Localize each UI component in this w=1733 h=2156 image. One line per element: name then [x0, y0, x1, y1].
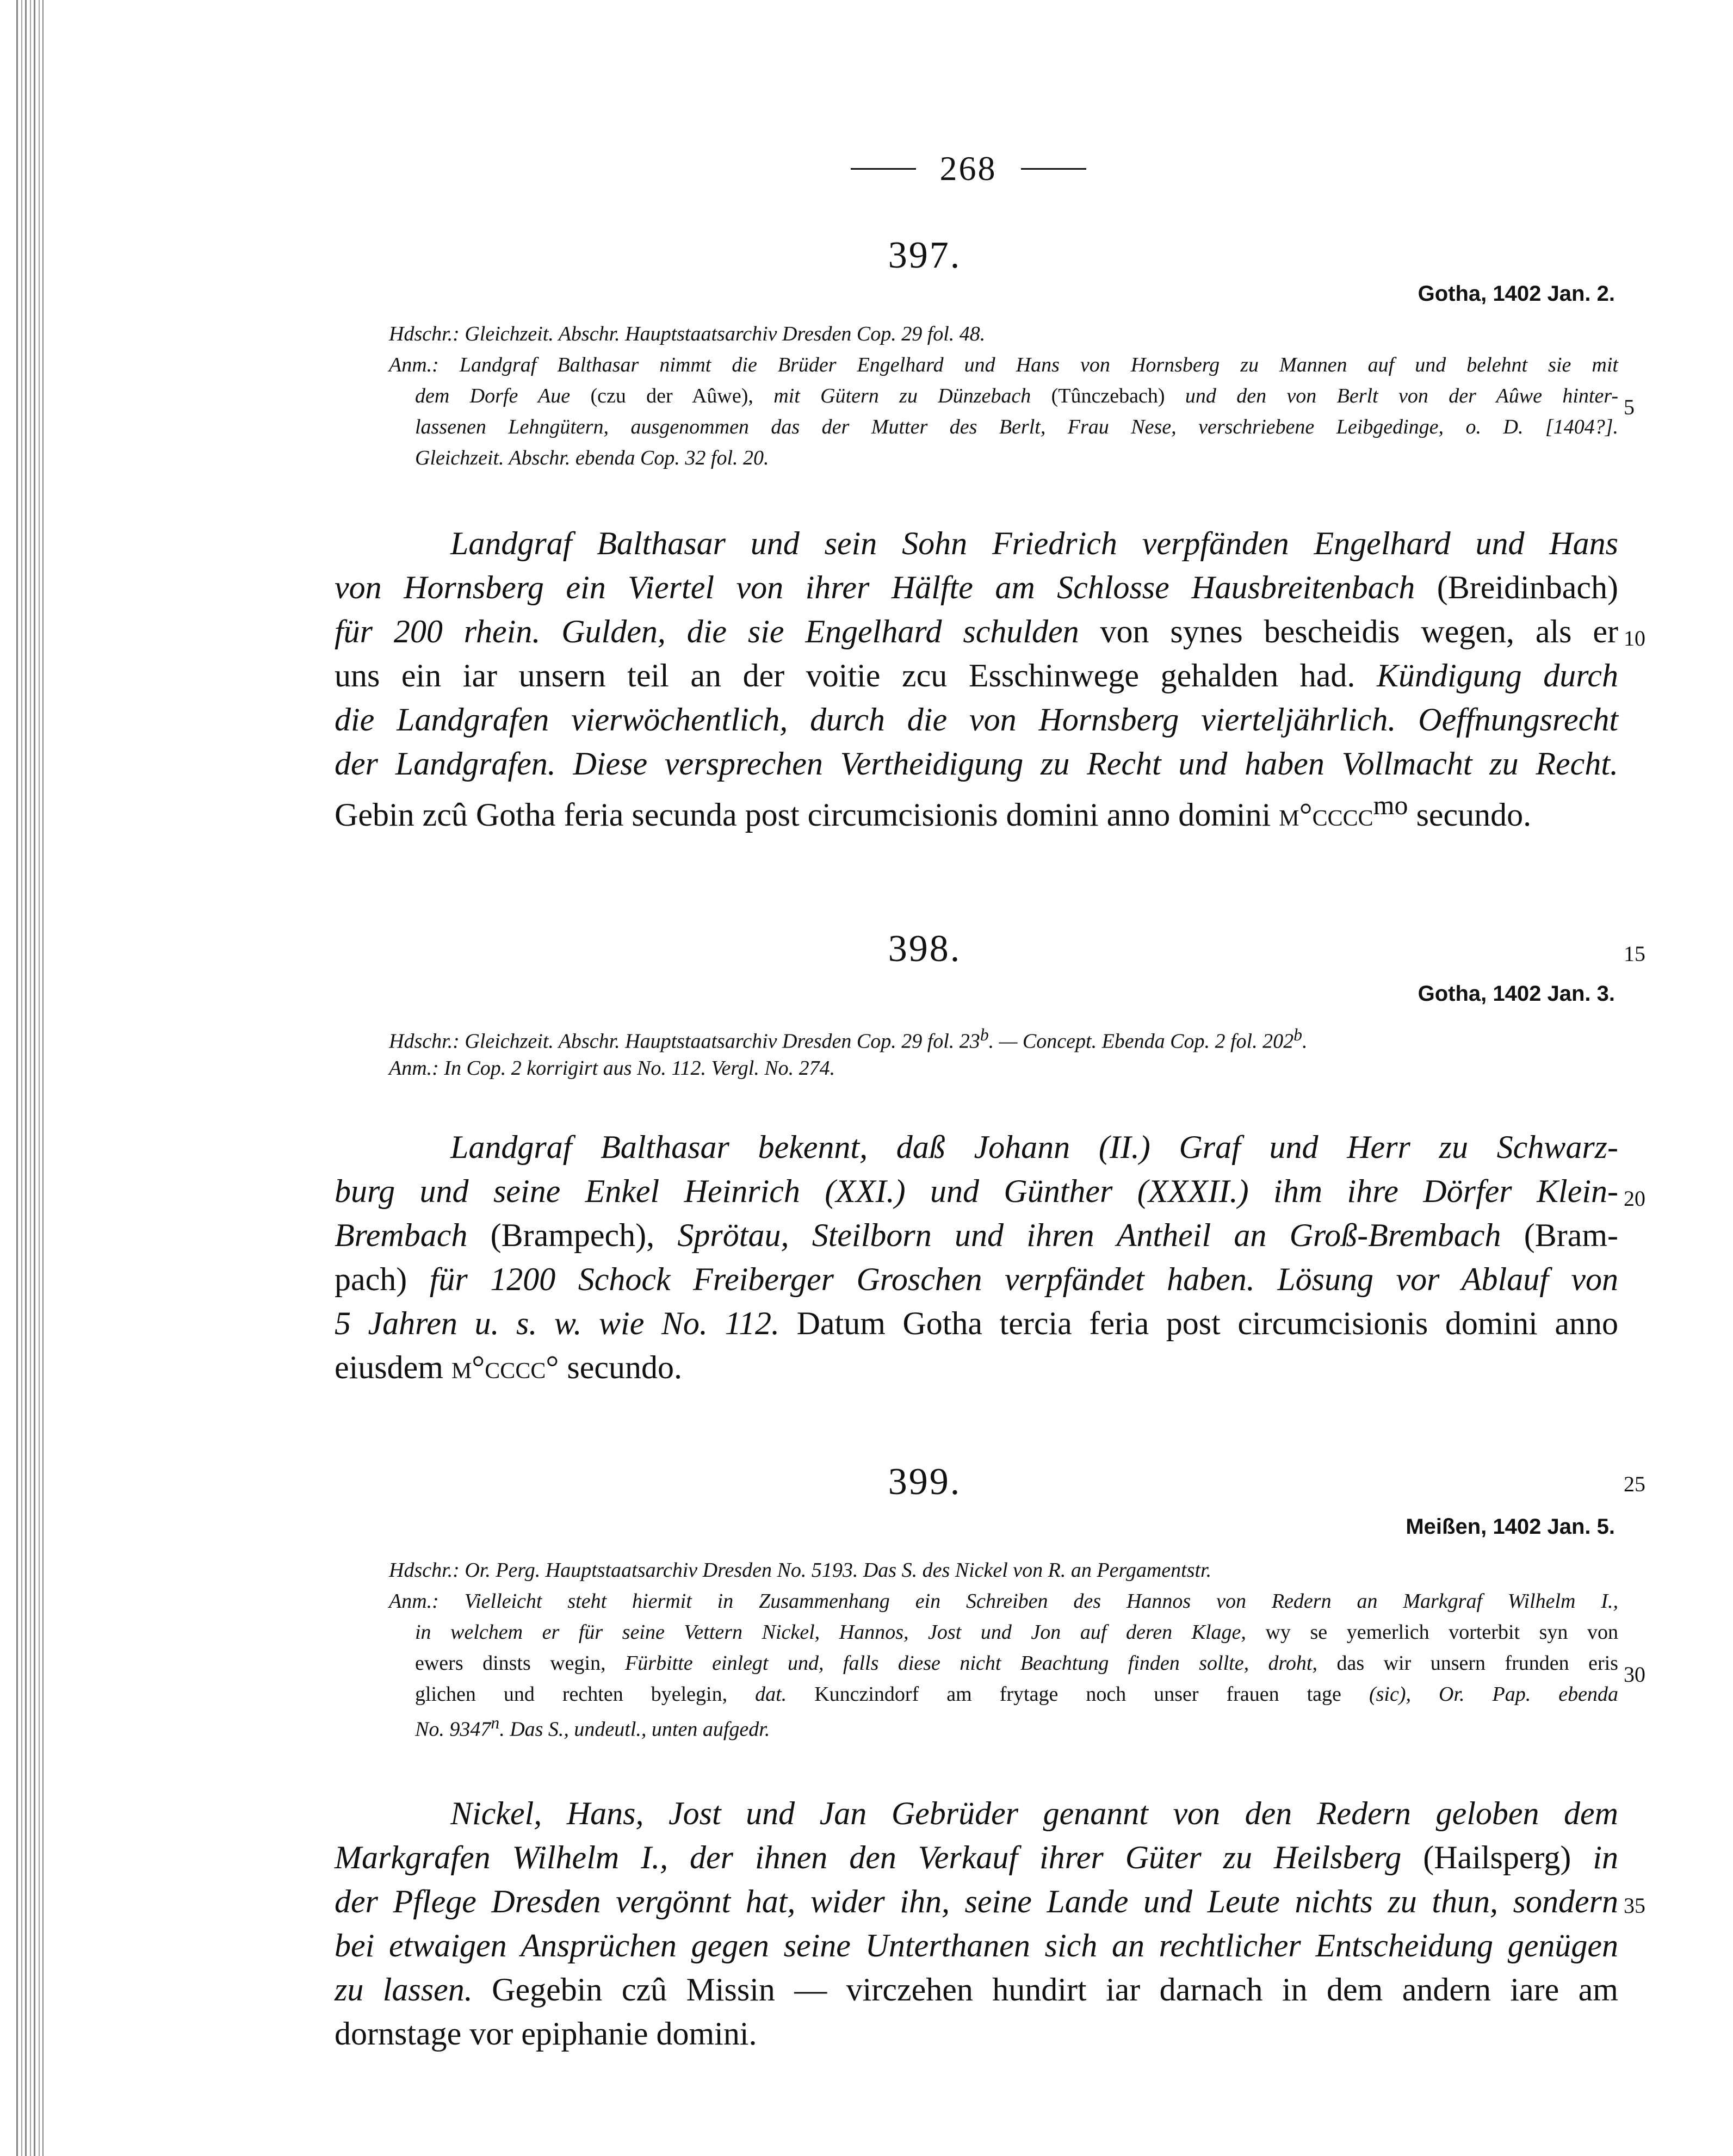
body-line	[335, 1349, 682, 1386]
text-segment: m°cccc°	[451, 1349, 559, 1385]
text-segment: von Hornsberg ein Viertel von ihrer Hälfte am Schlosse Hausbreitenbach	[335, 569, 1437, 605]
line-marker: 35	[1624, 1893, 1645, 1918]
text-segment: (sic), Or. Pap. ebenda	[1369, 1683, 1619, 1706]
body-line	[450, 1795, 1618, 1832]
text-segment: (Tûnczebach)	[1051, 385, 1165, 407]
body-line	[335, 1261, 1618, 1298]
body-line	[450, 1129, 1618, 1166]
text-segment: Nickel, Hans, Jost und Jan Gebrüder genannt von den Redern geloben dem	[450, 1795, 1618, 1831]
text-segment: glichen und rechten byelegin,	[415, 1683, 756, 1706]
text-segment: dem Dorfe Aue	[415, 385, 591, 407]
text-segment: m°cccc	[1279, 797, 1373, 833]
body-line	[335, 2015, 757, 2053]
text-segment: .	[1302, 1030, 1308, 1053]
note-line	[415, 415, 1618, 439]
text-segment: Hdschr.: Gleichzeit. Abschr. Hauptstaatsarchiv Dresden Cop. 29 fol. 48.	[389, 323, 986, 345]
text-segment: dat.	[755, 1683, 815, 1706]
text-segment: (czu der Aûwe),	[590, 385, 753, 407]
text-segment: lassenen Lehngütern, ausgenommen das der Mutter des Berlt, Frau Nese, verschriebene Leibgedinge, o. D. [1404?].	[415, 416, 1618, 438]
text-segment: Landgraf Balthasar und sein Sohn Friedrich verpfänden Engelhard und Hans	[450, 525, 1618, 561]
place-date: Meißen, 1402 Jan. 5.	[1406, 1515, 1615, 1539]
text-segment: . Das S., undeutl., unten aufgedr.	[499, 1718, 770, 1741]
body-line	[450, 525, 1618, 562]
text-segment: in welchem er für seine Vettern Nickel, Hannos, Jost und Jon auf deren Klage,	[415, 1621, 1266, 1644]
text-segment: Hdschr.: Gleichzeit. Abschr. Hauptstaatsarchiv Dresden Cop. 29 fol. 23	[389, 1030, 980, 1053]
body-line	[335, 745, 1618, 783]
text-segment: der Landgrafen. Diese versprechen Vertheidigung zu Recht und haben Vollmacht zu Recht.	[335, 746, 1618, 782]
text-segment: (Brampech),	[490, 1217, 655, 1253]
note-line	[415, 446, 769, 470]
text-segment: mit Gütern zu Dünzebach	[753, 385, 1051, 407]
text-segment: Brembach	[335, 1217, 491, 1253]
text-segment: Datum Gotha tercia feria post circumcisionis domini anno	[796, 1305, 1619, 1341]
text-segment: 5 Jahren u. s. w. wie No. 112.	[335, 1305, 797, 1341]
text-segment: dornstage vor epiphanie domini.	[335, 2016, 757, 2052]
text-segment: (Breidinbach)	[1437, 569, 1618, 605]
body-line	[335, 1173, 1618, 1210]
body-line	[335, 789, 1531, 834]
line-marker: 5	[1624, 395, 1635, 419]
place-date: Gotha, 1402 Jan. 3.	[1418, 982, 1615, 1006]
body-line	[335, 1305, 1618, 1342]
text-segment: Landgraf Balthasar bekennt, daß Johann (II.) Graf und Herr zu Schwarz-	[450, 1129, 1618, 1165]
entry-number: 397.	[888, 234, 962, 276]
text-segment: ewers dinsts wegin,	[415, 1652, 626, 1675]
line-marker: 20	[1624, 1186, 1645, 1211]
note-line	[389, 322, 985, 346]
text-segment: eiusdem	[335, 1349, 451, 1385]
body-line	[335, 657, 1618, 695]
text-segment: Gebin zcû Gotha feria secunda post circumcisionis domini anno domini	[335, 797, 1279, 833]
text-segment: der Pflege Dresden vergönnt hat, wider ihn, seine Lande und Leute nichts zu thun, sondern	[335, 1884, 1618, 1919]
note-line	[415, 1713, 770, 1742]
superscript: b	[980, 1025, 989, 1044]
text-segment: in	[1571, 1839, 1618, 1875]
body-line	[335, 701, 1618, 739]
page-number: 268	[939, 149, 997, 188]
note-line	[389, 1558, 1211, 1582]
note-line	[389, 353, 1618, 377]
text-segment: für 1200 Schock Freiberger Groschen verpfändet haben. Lösung vor Ablauf von	[407, 1261, 1618, 1297]
text-segment: von synes bescheidis wegen, als er	[1100, 614, 1618, 649]
text-segment: für 200 rhein. Gulden, die sie Engelhard schulden	[335, 614, 1100, 649]
line-marker: 10	[1624, 626, 1645, 650]
body-line	[335, 1927, 1618, 1965]
text-segment: und den von Berlt von der Aûwe hinter-	[1165, 385, 1619, 407]
text-segment: No. 9347	[415, 1718, 491, 1741]
body-line	[335, 1971, 1618, 2009]
text-segment: die Landgrafen vierwöchentlich, durch die von Hornsberg vierteljährlich. Oeffnungsrecht	[335, 702, 1618, 738]
text-segment: uns ein iar unsern teil an der voitie zcu Esschinwege gehalden had.	[335, 658, 1377, 693]
text-segment: Anm.: Vielleicht steht hiermit in Zusammenhang ein Schreiben des Hannos von Redern an Markgraf Wilhelm I.,	[389, 1590, 1618, 1613]
entry-number: 398.	[888, 928, 962, 970]
note-line	[415, 1620, 1618, 1644]
line-marker: 15	[1624, 941, 1645, 966]
text-segment: secundo.	[1408, 797, 1532, 833]
text-segment: das wir unsern frunden eris	[1336, 1652, 1618, 1675]
text-segment: Kunczindorf am frytage noch unser frauen tage	[814, 1683, 1369, 1706]
text-segment: . — Concept. Ebenda Cop. 2 fol. 202	[988, 1030, 1294, 1053]
superscript: mo	[1373, 790, 1408, 820]
text-segment: Anm.: In Cop. 2 korrigirt aus No. 112. Vergl. No. 274.	[389, 1057, 835, 1080]
header-rule-left	[851, 168, 916, 170]
note-line	[415, 384, 1618, 408]
text-segment: pach)	[335, 1261, 407, 1297]
body-line	[335, 1883, 1618, 1920]
note-line	[415, 1682, 1618, 1706]
text-segment: zu lassen.	[335, 1972, 492, 2008]
line-marker: 30	[1624, 1662, 1645, 1687]
line-marker: 25	[1624, 1472, 1645, 1496]
text-segment: Fürbitte einlegt und, falls diese nicht Beachtung finden sollte, droht,	[625, 1652, 1337, 1675]
text-segment: wy se yemerlich vorterbit syn von	[1265, 1621, 1618, 1644]
body-line	[335, 1217, 1618, 1254]
body-line	[335, 613, 1618, 650]
text-segment: (Hailsperg)	[1423, 1839, 1571, 1875]
body-line	[335, 569, 1618, 606]
superscript: b	[1293, 1025, 1302, 1044]
text-segment: Kündigung durch	[1376, 658, 1618, 693]
note-line	[389, 1589, 1618, 1613]
text-segment: bei etwaigen Ansprüchen gegen seine Unterthanen sich an rechtlicher Entscheidung genügen	[335, 1928, 1618, 1963]
superscript: n	[491, 1713, 500, 1732]
text-segment: Gleichzeit. Abschr. ebenda Cop. 32 fol. 20.	[415, 447, 769, 469]
place-date: Gotha, 1402 Jan. 2.	[1418, 282, 1615, 306]
text-segment: Sprötau, Steilborn und ihren Antheil an Groß-Brembach	[654, 1217, 1524, 1253]
text-segment: Markgrafen Wilhelm I., der ihnen den Verkauf ihrer Güter zu Heilsberg	[335, 1839, 1423, 1875]
header-rule-right	[1021, 168, 1086, 170]
text-segment: (Bram-	[1524, 1217, 1618, 1253]
note-line	[389, 1025, 1307, 1054]
text-segment: secundo.	[559, 1349, 682, 1385]
text-segment: burg und seine Enkel Heinrich (XXI.) und Günther (XXXII.) ihm ihre Dörfer Klein-	[335, 1173, 1618, 1209]
entry-number: 399.	[888, 1461, 962, 1503]
page-header	[816, 147, 1121, 190]
text-segment: Hdschr.: Or. Perg. Hauptstaatsarchiv Dresden No. 5193. Das S. des Nickel von R. an Pergamentstr.	[389, 1559, 1212, 1582]
body-line	[335, 1839, 1618, 1876]
note-line	[389, 1056, 835, 1080]
note-line	[415, 1651, 1618, 1675]
text-segment: Anm.: Landgraf Balthasar nimmt die Brüder Engelhard und Hans von Hornsberg zu Mannen auf und belehnt sie mit	[389, 354, 1618, 376]
text-segment: Gegebin czû Missin — virczehen hundirt iar darnach in dem andern iare am	[492, 1972, 1618, 2008]
